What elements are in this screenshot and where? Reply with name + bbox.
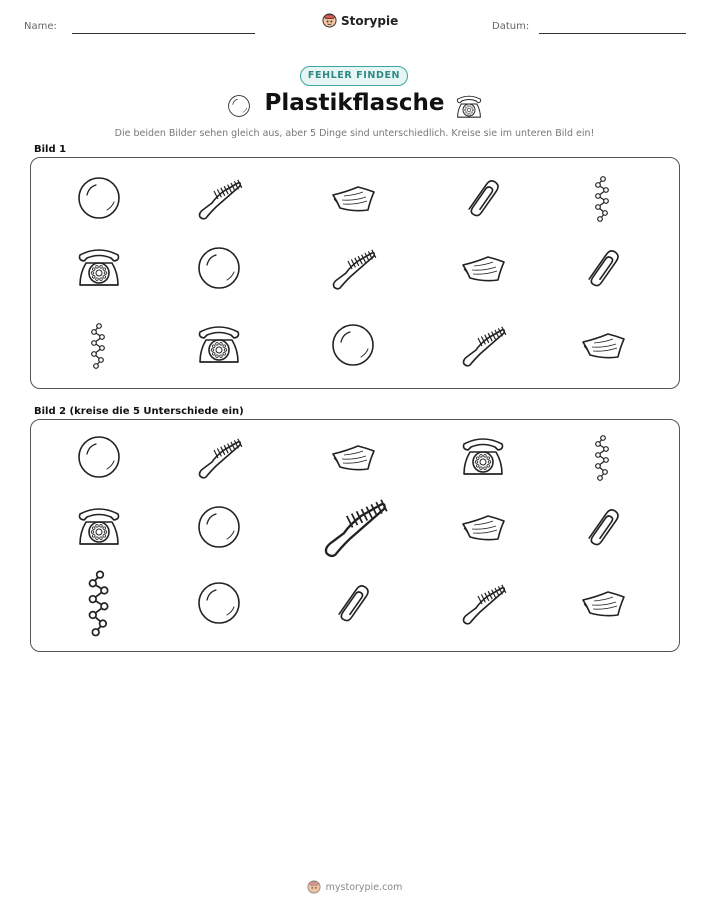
telephone-icon[interactable] — [74, 502, 124, 556]
bubble-icon — [74, 173, 124, 227]
comb-icon[interactable] — [318, 490, 390, 566]
paperclip-icon — [458, 173, 508, 227]
molecule-icon — [578, 173, 628, 227]
cloth-icon — [458, 243, 508, 297]
page-title: Plastikflasche — [264, 90, 445, 116]
footer-url[interactable]: mystorypie.com — [325, 881, 403, 893]
storypie-mascot-icon — [307, 880, 321, 894]
paperclip-icon — [578, 243, 628, 297]
activity-badge: FEHLER FINDEN — [300, 66, 408, 86]
section-label-bild-1: Bild 1 — [34, 144, 67, 155]
telephone-icon — [74, 243, 124, 297]
telephone-icon[interactable] — [458, 432, 508, 486]
title-telephone-icon — [454, 92, 484, 126]
comb-icon[interactable] — [458, 578, 508, 632]
cloth-icon — [578, 320, 628, 374]
footer — [0, 880, 709, 894]
bubble-icon[interactable] — [194, 578, 244, 632]
cloth-icon[interactable] — [328, 432, 378, 486]
paperclip-icon[interactable] — [578, 502, 628, 556]
storypie-mascot-icon — [322, 13, 337, 28]
brand-name: Storypie — [341, 13, 399, 28]
comb-icon — [194, 173, 244, 227]
bubble-icon — [194, 243, 244, 297]
picture-panel-2[interactable] — [30, 419, 680, 652]
instructions: Die beiden Bilder sehen gleich aus, aber 5 Dinge sind unterschiedlich. Kreise sie im unteren Bild ein! — [114, 128, 595, 139]
molecule-icon[interactable] — [64, 566, 136, 642]
comb-icon[interactable] — [194, 432, 244, 486]
name-line[interactable] — [72, 33, 255, 34]
bubble-icon[interactable] — [74, 432, 124, 486]
molecule-icon[interactable] — [578, 432, 628, 486]
brand-logo — [322, 13, 398, 28]
molecule-icon — [74, 320, 124, 374]
comb-icon — [458, 320, 508, 374]
cloth-icon — [328, 173, 378, 227]
bubble-icon[interactable] — [194, 502, 244, 556]
name-label: Name: — [24, 21, 57, 32]
cloth-icon[interactable] — [458, 502, 508, 556]
picture-panel-1 — [30, 157, 680, 389]
telephone-icon — [194, 320, 244, 374]
cloth-icon[interactable] — [578, 578, 628, 632]
date-line[interactable] — [539, 33, 686, 34]
comb-icon — [328, 243, 378, 297]
date-label: Datum: — [492, 21, 530, 32]
paperclip-icon[interactable] — [328, 578, 378, 632]
section-label-bild-2: Bild 2 (kreise die 5 Unterschiede ein) — [34, 406, 244, 417]
bubble-icon — [328, 320, 378, 374]
